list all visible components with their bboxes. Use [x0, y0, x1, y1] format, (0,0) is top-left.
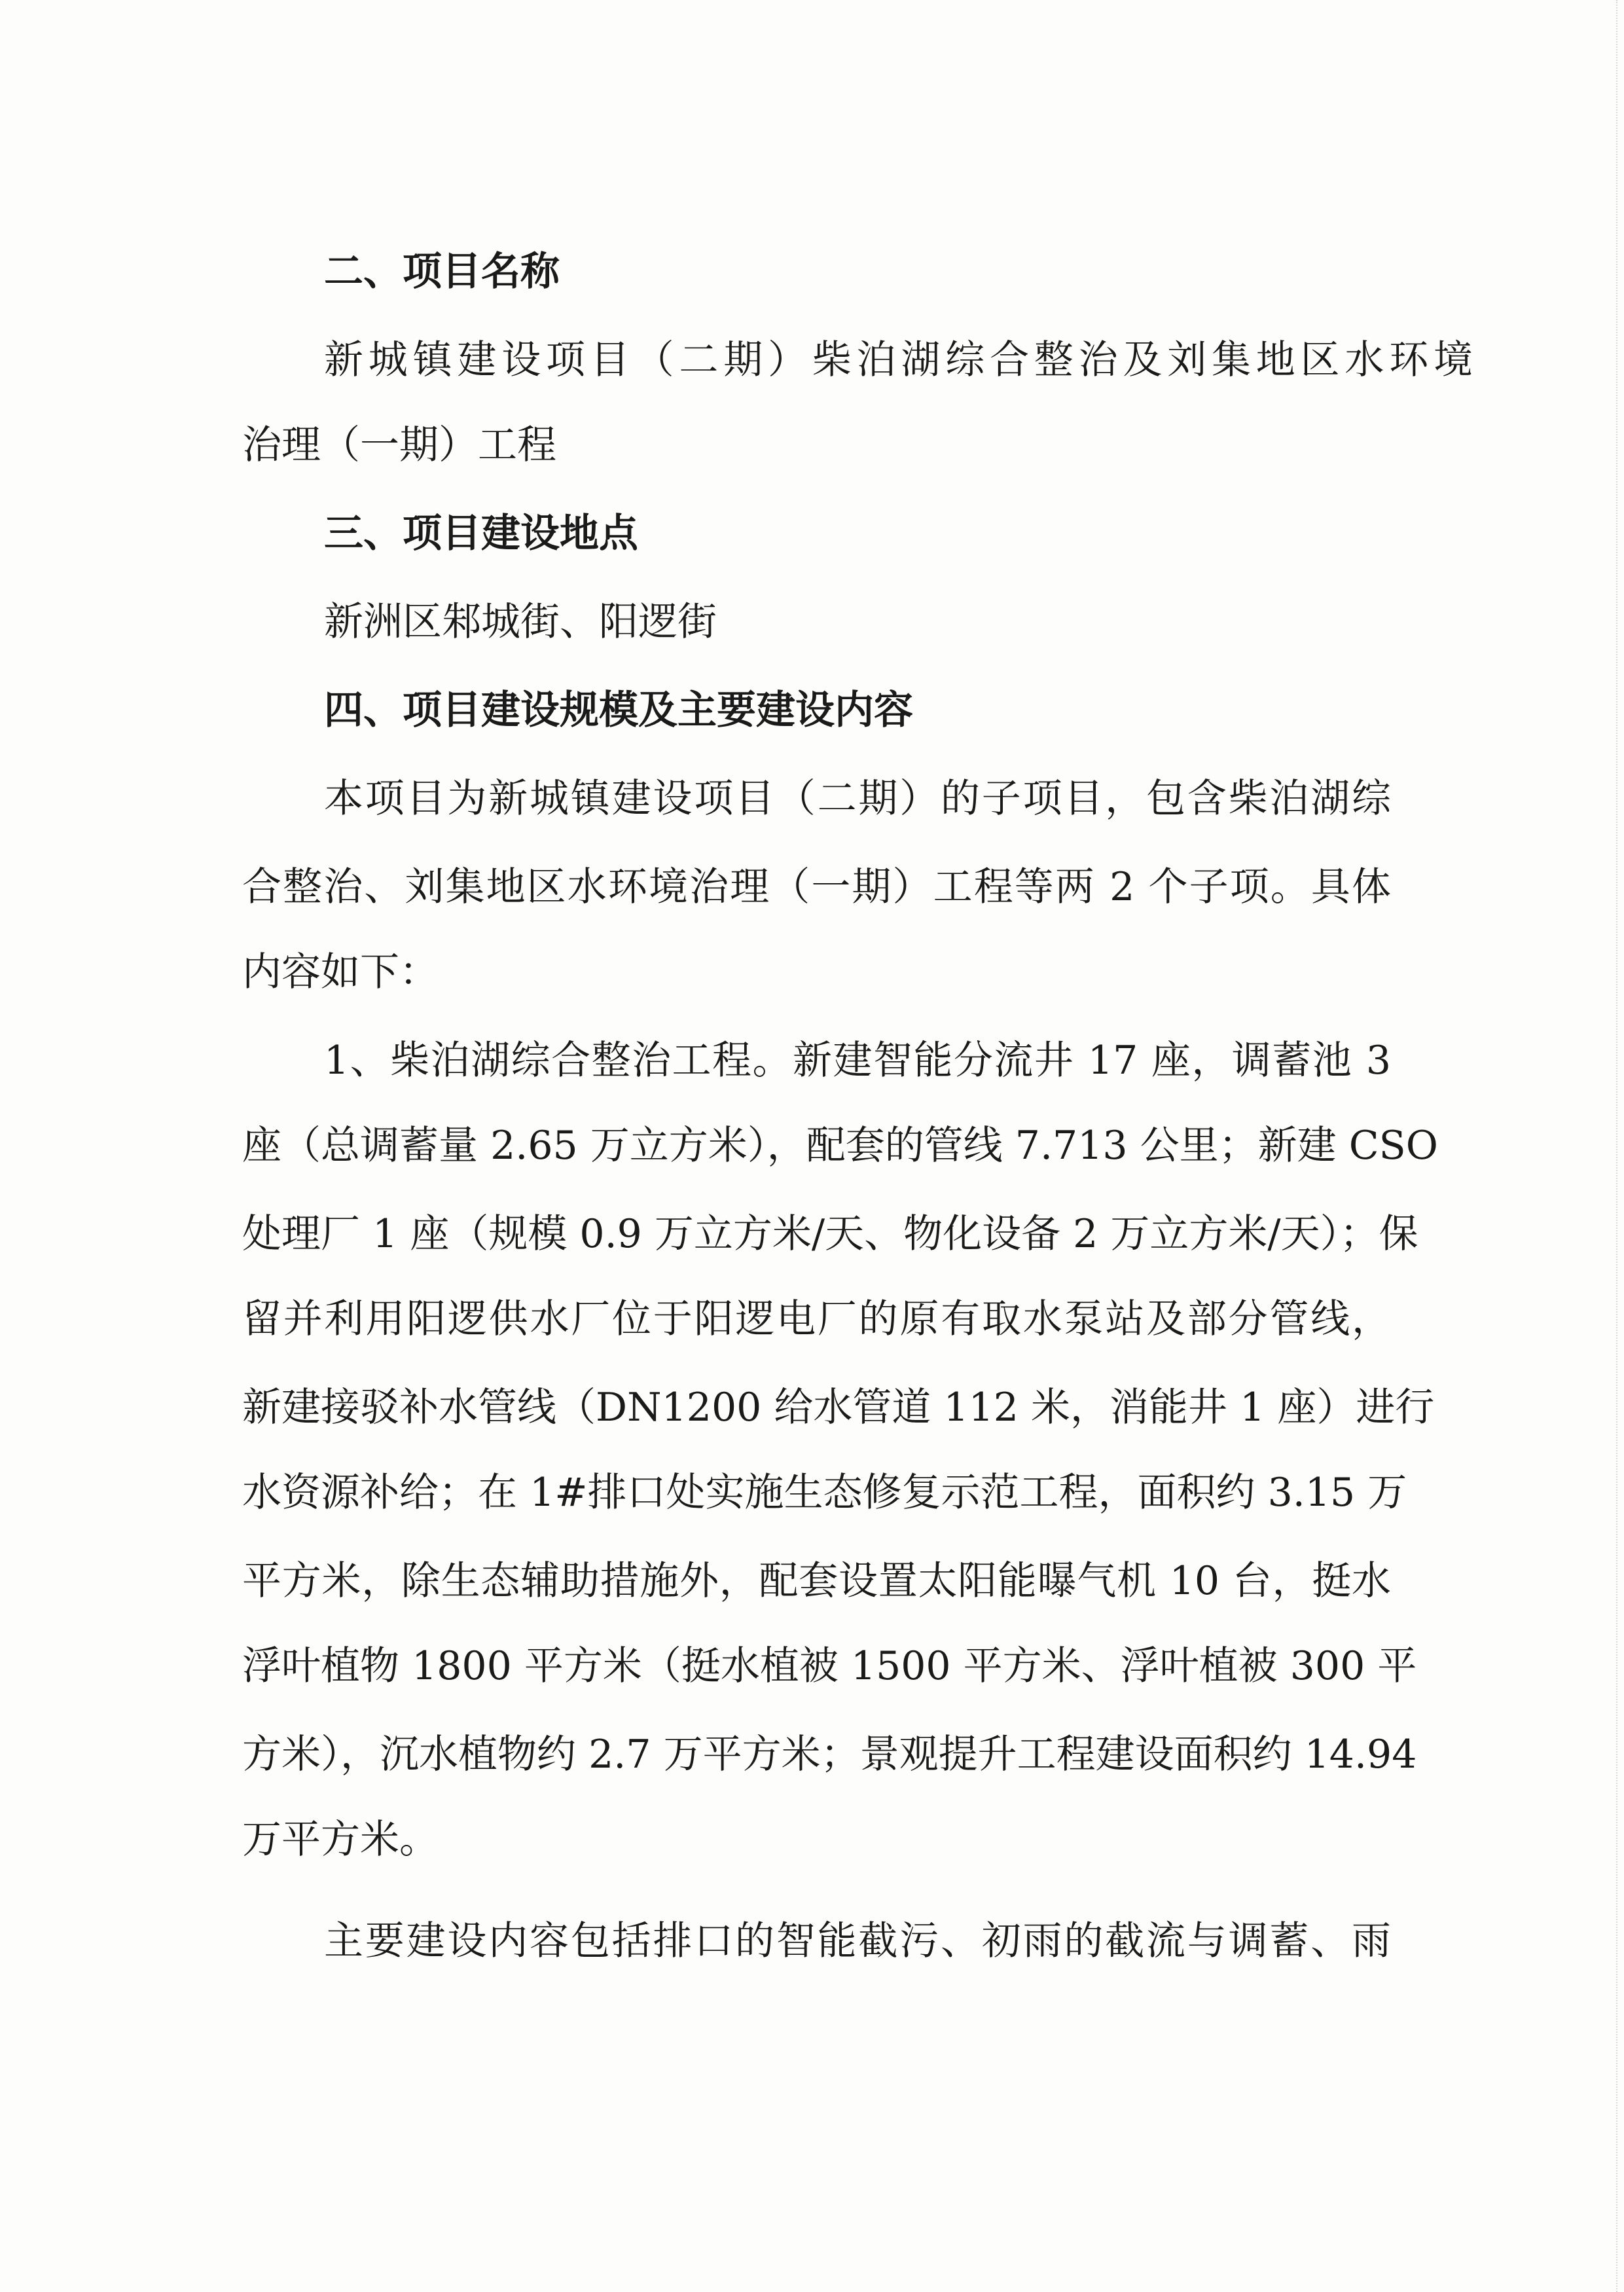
- paragraph-line: 浮叶植物 1800 平方米（挺水植被 1500 平方米、浮叶植被 300 平: [242, 1643, 1417, 1689]
- section-heading-project-name: 二、项目名称: [324, 249, 560, 295]
- paragraph-line: 水资源补给；在 1#排口处实施生态修复示范工程，面积约 3.15 万: [242, 1470, 1407, 1516]
- paragraph-line: 内容如下：: [242, 949, 439, 995]
- paragraph-line: 留并利用阳逻供水厂位于阳逻电厂的原有取水泵站及部分管线，: [242, 1296, 1391, 1342]
- paragraph-line: 座（总调蓄量 2.65 万立方米），配套的管线 7.713 公里；新建 CSO: [242, 1123, 1438, 1169]
- paragraph-line: 合整治、刘集地区水环境治理（一期）工程等两 2 个子项。具体: [242, 864, 1391, 910]
- paragraph-line: 新城镇建设项目（二期）柴泊湖综合整治及刘集地区水环境: [324, 337, 1473, 383]
- paragraph-line: 新建接驳补水管线（DN1200 给水管道 112 米，消能井 1 座）进行: [242, 1385, 1435, 1430]
- paragraph-line: 新洲区邾城街、阳逻街: [324, 599, 717, 645]
- paragraph-line: 处理厂 1 座（规模 0.9 万立方米/天、物化设备 2 万立方米/天）；保: [242, 1211, 1418, 1257]
- paragraph-line: 本项目为新城镇建设项目（二期）的子项目，包含柴泊湖综: [324, 776, 1391, 822]
- section-heading-project-scale: 四、项目建设规模及主要建设内容: [324, 687, 913, 733]
- paragraph-line: 平方米，除生态辅助措施外，配套设置太阳能曝气机 10 台，挺水: [242, 1558, 1391, 1604]
- paragraph-line: 方米），沉水植物约 2.7 万平方米；景观提升工程建设面积约 14.94: [242, 1732, 1417, 1777]
- paragraph-line: 主要建设内容包括排口的智能截污、初雨的截流与调蓄、雨: [324, 1918, 1391, 1964]
- paragraph-line: 治理（一期）工程: [242, 422, 556, 468]
- paragraph-line: 1、柴泊湖综合整治工程。新建智能分流井 17 座，调蓄池 3: [324, 1038, 1391, 1083]
- scan-edge-mark: [1615, 0, 1617, 2292]
- paragraph-line: 万平方米。: [242, 1817, 439, 1863]
- section-heading-project-location: 三、项目建设地点: [324, 511, 638, 556]
